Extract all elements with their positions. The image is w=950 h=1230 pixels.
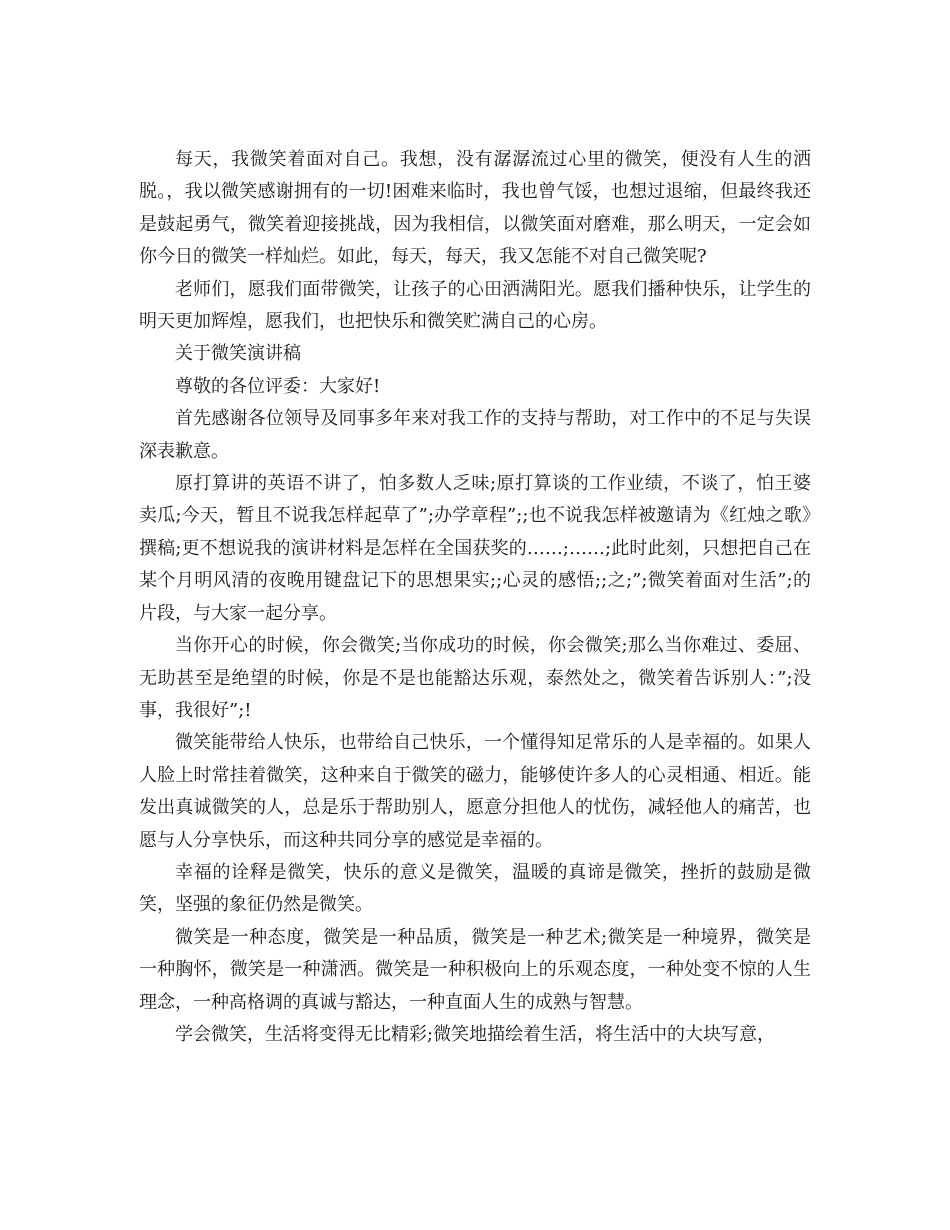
- document-body: [139, 144, 811, 1051]
- salutation: 尊敬的各位评委：大家好!: [175, 375, 381, 397]
- paragraph: 首先感谢各位领导及同事多年来对我工作的支持与帮助，对工作中的不足与失误深表歉意。: [139, 408, 811, 462]
- paragraph: 幸福的诠释是微笑，快乐的意义是微笑，温暖的真谛是微笑，挫折的鼓励是微笑，坚强的象征仍然是微笑。: [139, 861, 811, 916]
- paragraph: 学会微笑，生活将变得无比精彩;微笑地描绘着生活，将生活中的大块写意，: [175, 1023, 776, 1045]
- paragraph: 微笑是一种态度，微笑是一种品质，微笑是一种艺术;微笑是一种境界，微笑是一种胸怀，微笑是一种潇洒。微笑是一种积极向上的乐观态度，一种处变不惊的人生理念，一种高格调的真诚与豁达，一种直面人生的成熟与智慧。: [139, 926, 811, 1013]
- paragraph: 每天，我微笑着面对自己。我想，没有潺潺流过心里的微笑，便没有人生的洒脱。，我以微笑感谢拥有的一切!困难来临时，我也曾气馁，也想过退缩，但最终我还是鼓起勇气，微笑着迎接挑战，因为我相信，以微笑面对磨难，那么明天，一定会如你今日的微笑一样灿烂。如此，每天，每天，我又怎能不对自己微笑呢?: [139, 149, 811, 268]
- paragraph: 微笑能带给人快乐，也带给自己快乐，一个懂得知足常乐的人是幸福的。如果人人脸上时常挂着微笑，这种来自于微笑的磁力，能够使许多人的心灵相通、相近。能发出真诚微笑的人，总是乐于帮助别人，愿意分担他人的忧伤，减轻他人的痛苦，也愿与人分享快乐，而这种共同分享的感觉是幸福的。: [139, 732, 811, 851]
- paragraph: 原打算讲的英语不讲了，怕多数人乏味;原打算谈的工作业绩，不谈了，怕王婆卖瓜;今天，暂且不说我怎样起草了”;办学章程”;;也不说我怎样被邀请为《红烛之歌》撰稿;更不想说我的演讲材料是怎样在全国获奖的……;……;此时此刻，只想把自己在某个月明风清的夜晚用键盘记下的思想果实;;心灵的感悟;;之;”;微笑着面对生活”;的片段，与大家一起分享。: [139, 473, 811, 624]
- paragraph: 当你开心的时候，你会微笑;当你成功的时候，你会微笑;那么当你难过、委屈、无助甚至是绝望的时候，你是不是也能豁达乐观，泰然处之，微笑着告诉别人：”;没事，我很好”;!: [139, 635, 811, 721]
- paragraph: 老师们，愿我们面带微笑，让孩子的心田洒满阳光。愿我们播种快乐，让学生的明天更加辉煌，愿我们，也把快乐和微笑贮满自己的心房。: [139, 278, 811, 333]
- section-title: 关于微笑演讲稿: [175, 343, 301, 365]
